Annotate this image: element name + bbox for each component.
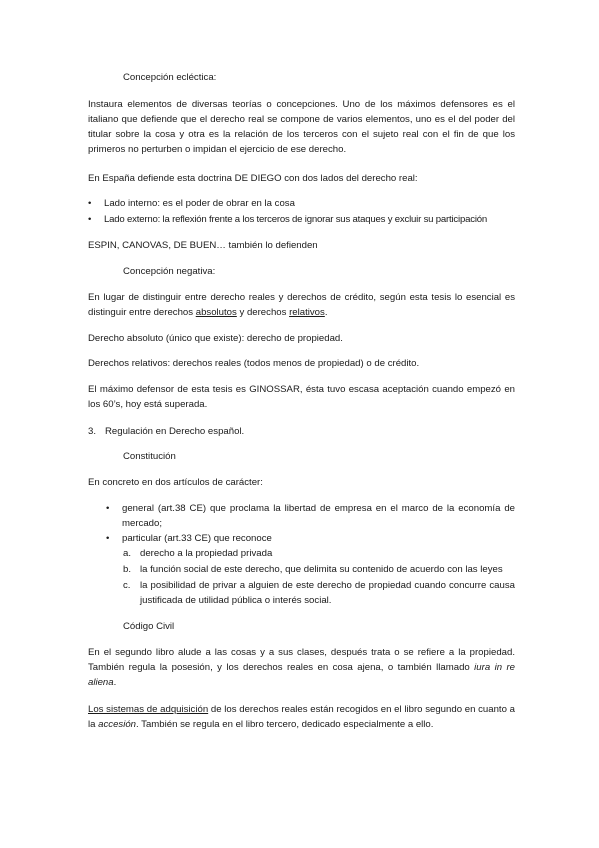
paragraph-second-book: En el segundo libro alude a las cosas y a sus clases, después trata o se refiere a la propiedad. También regula la posesión, y los derechos reales en cosa ajena, o también llamado iura in re aliena.	[88, 647, 516, 688]
paragraph-two-articles: En concreto en dos artículos de carácter:	[88, 477, 263, 488]
list-item-text: Lado interno: es el poder de obrar en la cosa	[104, 198, 295, 209]
paragraph-ginossar: El máximo defensor de esta tesis es GINOSSAR, ésta tuvo escasa aceptación cuando empezó en los 60’s, hoy está superada.	[88, 384, 515, 410]
paragraph-relative-rights: Derechos relativos: derechos reales (todos menos de propiedad) o de crédito.	[88, 358, 420, 369]
sublist-text: la función social de este derecho, que delimita su contenido de acuerdo con las leyes	[140, 564, 503, 575]
paragraph-defenders: ESPIN, CANOVAS, DE BUEN… también lo defienden	[88, 240, 318, 251]
list-item-text: general (art.38 CE) que proclama la libertad de empresa en el marco de la economía de mercado;	[122, 503, 515, 529]
sublist-letter: a.	[123, 548, 132, 559]
paragraph-absolute-right: Derecho absoluto (único que existe): derecho de propiedad.	[88, 333, 343, 344]
list-item-text: particular (art.33 CE) que reconoce	[122, 533, 272, 544]
sublist-letter: b.	[123, 564, 132, 575]
bullet-icon: •	[106, 533, 110, 544]
heading-negative-conception: Concepción negativa:	[123, 266, 216, 277]
paragraph-eclectic-intro: Instaura elementos de diversas teorías o concepciones. Uno de los máximos defensores es el italiano que defiende que el derecho real se compone de varios elementos, uno es el del poder del titular sobre la cosa y otra es la relación de los terceros con el sujeto real con el fin de que los primeros no perturben o impidan el ejercicio de ese derecho.	[88, 99, 515, 155]
italic-term-accesion: accesión	[98, 719, 137, 730]
italic-term-iura-in-re-aliena: iura in re aliena	[88, 662, 516, 688]
paragraph-de-diego: En España defiende esta doctrina DE DIEGO con dos lados del derecho real:	[88, 173, 418, 184]
bullet-icon: •	[106, 503, 110, 514]
underlined-term-sistemas: Los sistemas de adquisición	[88, 704, 209, 715]
heading-civil-code: Código Civil	[123, 621, 175, 632]
heading-eclectic-conception: Concepción ecléctica:	[123, 72, 217, 83]
list-item-text: Lado externo: la reflexión frente a los terceros de ignorar sus ataques y excluir su participación	[104, 214, 488, 225]
paragraph-negative-intro: En lugar de distinguir entre derecho reales y derechos de crédito, según esta tesis lo esencial es distinguir entre derechos absolutos y derechos relativos.	[88, 292, 515, 318]
underlined-term-absolutos: absolutos	[195, 307, 237, 318]
section-number: 3.	[88, 426, 97, 437]
section-heading-3	[88, 424, 515, 439]
underlined-term-relativos: relativos	[289, 307, 325, 318]
paragraph-acquisition-systems: Los sistemas de adquisición de los derechos reales están recogidos en el libro segundo en cuanto a la accesión. También se regula en el libro tercero, dedicado especialmente a ello.	[88, 704, 515, 730]
sublist-text: derecho a la propiedad privada	[140, 548, 273, 559]
section-title: Regulación en Derecho español.	[105, 426, 245, 437]
sublist-text: la posibilidad de privar a alguien de este derecho de propiedad cuando concurre causa justificada de utilidad pública o interés social.	[140, 580, 515, 606]
bullet-icon: •	[88, 198, 92, 209]
bullet-icon: •	[88, 214, 92, 225]
sublist-letter: c.	[123, 580, 131, 591]
heading-constitution: Constitución	[123, 451, 176, 462]
